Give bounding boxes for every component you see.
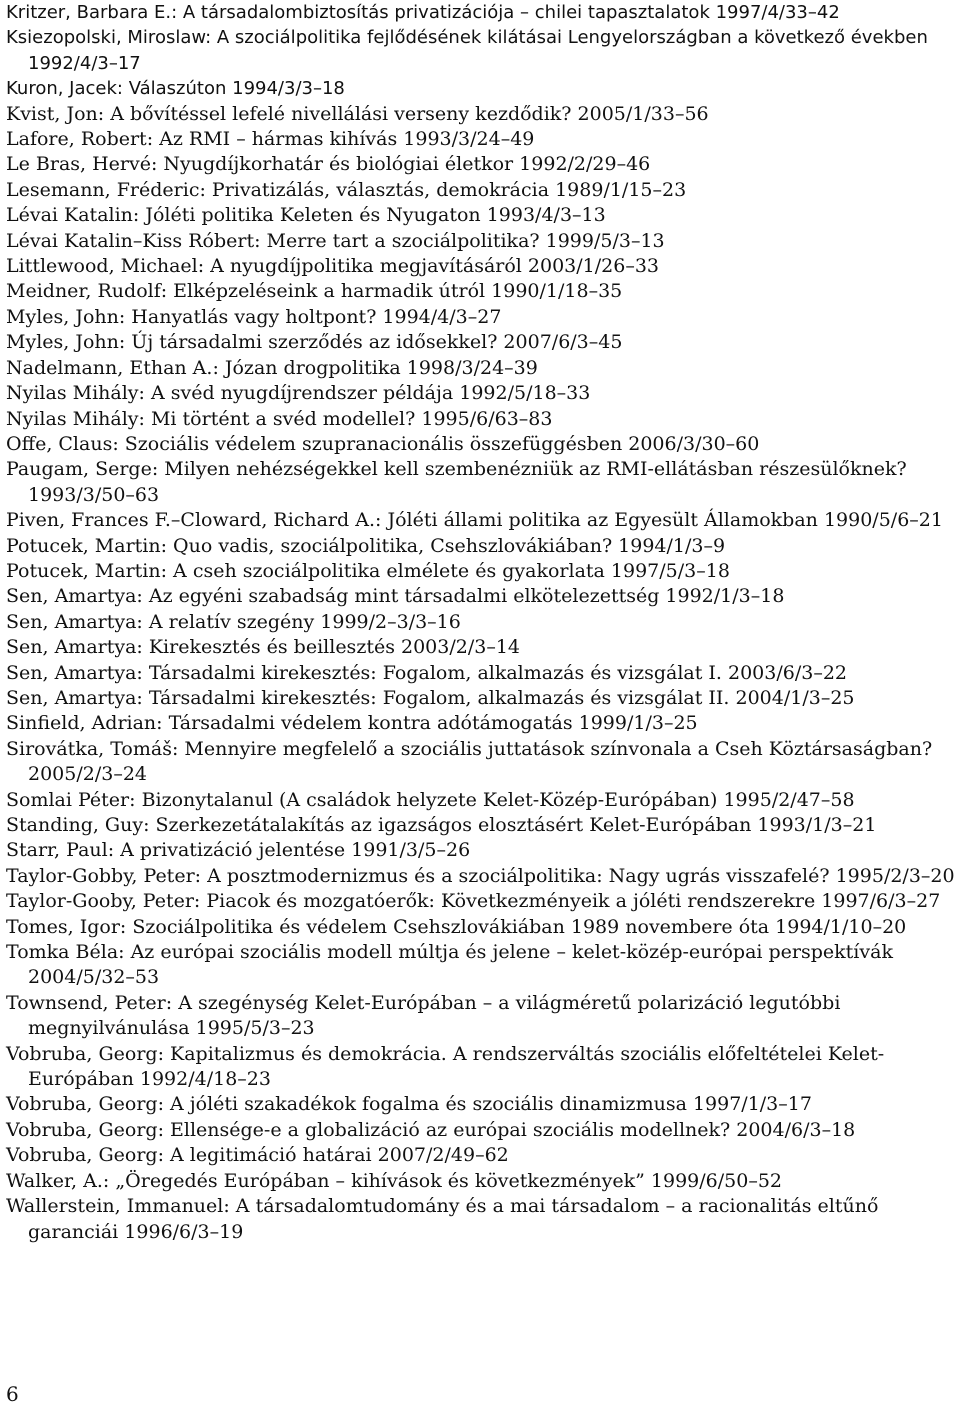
bibliography-page — [6, 0, 956, 1245]
bibliography-entry: Tomes, Igor: Szociálpolitika és védelem Csehszlovákiában 1989 novembere óta 1994/1/10–20 — [6, 915, 907, 938]
bibliography-entry: Walker, A.: „Öregedés Európában – kihívások és következmények” 1999/6/50–52 — [6, 1169, 783, 1192]
bibliography-entry: Lafore, Robert: Az RMI – hármas kihívás 1993/3/24–49 — [6, 128, 535, 151]
bibliography-entry: Offe, Claus: Szociális védelem szupranacionális összefüggésben 2006/3/30–60 — [6, 432, 760, 455]
bibliography-entry: Meidner, Rudolf: Elképzeléseink a harmadik útról 1990/1/18–35 — [6, 280, 623, 303]
bibliography-entry: Vobruba, Georg: A legitimáció határai 2007/2/49–62 — [6, 1144, 509, 1167]
bibliography-entry: Wallerstein, Immanuel: A társadalomtudomány és a mai társadalom – a racionalitás eltűnő garanciái 1996/6/3–19 — [6, 1195, 879, 1243]
bibliography-entry: Nadelmann, Ethan A.: Józan drogpolitika 1998/3/24–39 — [6, 356, 538, 379]
bibliography-entry: Lévai Katalin: Jóléti politika Keleten és Nyugaton 1993/4/3–13 — [6, 204, 606, 227]
bibliography-entry: Vobruba, Georg: Kapitalizmus és demokrácia. A rendszerváltás szociális előfeltételei Kelet-Európában 1992/4/18–23 — [6, 1042, 885, 1091]
bibliography-entry: Ksiezopolski, Miroslaw: A szociálpolitika fejlődésének kilátásai Lengyelországban a következő években 1992/4/3–17 — [6, 27, 928, 74]
bibliography-entry: Potucek, Martin: Quo vadis, szociálpolitika, Csehszlovákiában? 1994/1/3–9 — [6, 534, 726, 557]
bibliography-entry: Taylor-Gobby, Peter: A posztmodernizmus és a szociálpolitika: Nagy ugrás visszafelé? 1995/2/3–20 — [6, 864, 955, 887]
bibliography-list — [6, 0, 956, 1245]
bibliography-entry: Sirovátka, Tomáš: Mennyire megfelelő a szociális juttatások színvonala a Cseh Köztársaságban? 2005/2/3–24 — [6, 737, 933, 786]
bibliography-entry: Standing, Guy: Szerkezetátalakítás az igazságos elosztásért Kelet-Európában 1993/1/3–21 — [6, 814, 877, 836]
bibliography-entry: Piven, Frances F.–Cloward, Richard A.: Jóléti állami politika az Egyesült Államokban 1990/5/6–21 — [6, 509, 943, 532]
page-number: 6 — [6, 1382, 19, 1406]
bibliography-entry: Sinfield, Adrian: Társadalmi védelem kontra adótámogatás 1999/1/3–25 — [6, 712, 698, 735]
bibliography-entry: Kvist, Jon: A bővítéssel lefelé nivellálási verseny kezdődik? 2005/1/33–56 — [6, 102, 709, 125]
bibliography-entry: Taylor-Gooby, Peter: Piacok és mozgatóerők: Következményeik a jóléti rendszerekre 1997/6/3–27 — [6, 890, 941, 913]
bibliography-entry: Vobruba, Georg: Ellensége-e a globalizáció az európai szociális modellnek? 2004/6/3–18 — [6, 1118, 856, 1141]
bibliography-entry: Potucek, Martin: A cseh szociálpolitika elmélete és gyakorlata 1997/5/3–18 — [6, 559, 730, 582]
bibliography-entry: Tomka Béla: Az európai szociális modell múltja és jelene – kelet-közép-európai perspektívák 2004/5/32–53 — [6, 941, 893, 989]
bibliography-entry: Kuron, Jacek: Válaszúton 1994/3/3–18 — [6, 78, 345, 100]
bibliography-entry: Sen, Amartya: Társadalmi kirekesztés: Fogalom, alkalmazás és vizsgálat II. 2004/1/3–25 — [6, 686, 855, 709]
bibliography-entry: Lesemann, Fréderic: Privatizálás, választás, demokrácia 1989/1/15–23 — [6, 178, 687, 201]
bibliography-entry: Nyilas Mihály: A svéd nyugdíjrendszer példája 1992/5/18–33 — [6, 382, 591, 405]
bibliography-entry: Myles, John: Hanyatlás vagy holtpont? 1994/4/3–27 — [6, 305, 502, 328]
bibliography-entry: Townsend, Peter: A szegénység Kelet-Európában – a világméretű polarizáció legutóbbi megnyilvánulása 1995/5/3–23 — [6, 991, 841, 1040]
bibliography-entry: Sen, Amartya: Kirekesztés és beillesztés 2003/2/3–14 — [6, 636, 521, 659]
bibliography-entry: Starr, Paul: A privatizáció jelentése 1991/3/5–26 — [6, 839, 471, 862]
bibliography-entry: Sen, Amartya: A relatív szegény 1999/2–3/3–16 — [6, 610, 461, 633]
bibliography-entry: Somlai Péter: Bizonytalanul (A családok helyzete Kelet-Közép-Európában) 1995/2/47–58 — [6, 788, 855, 811]
bibliography-entry: Nyilas Mihály: Mi történt a svéd modellel? 1995/6/63–83 — [6, 407, 553, 430]
bibliography-entry: Vobruba, Georg: A jóléti szakadékok fogalma és szociális dinamizmusa 1997/1/3–17 — [6, 1093, 812, 1116]
bibliography-entry: Sen, Amartya: Az egyéni szabadság mint társadalmi elkötelezettség 1992/1/3–18 — [6, 585, 785, 608]
bibliography-entry: Paugam, Serge: Milyen nehézségekkel kell szembenézniük az RMI-ellátásban részesülőknek? 1993/3/50–63 — [6, 458, 907, 506]
bibliography-entry: Littlewood, Michael: A nyugdíjpolitika megjavításáról 2003/1/26–33 — [6, 255, 660, 278]
bibliography-entry: Le Bras, Hervé: Nyugdíjkorhatár és biológiai életkor 1992/2/29–46 — [6, 153, 651, 176]
bibliography-entry: Sen, Amartya: Társadalmi kirekesztés: Fogalom, alkalmazás és vizsgálat I. 2003/6/3–22 — [6, 661, 848, 684]
bibliography-entry: Lévai Katalin–Kiss Róbert: Merre tart a szociálpolitika? 1999/5/3–13 — [6, 229, 665, 252]
bibliography-entry: Kritzer, Barbara E.: A társadalombiztosítás privatizációja – chilei tapasztalatok 1997/4/33–42 — [6, 2, 840, 23]
bibliography-entry: Myles, John: Új társadalmi szerződés az idősekkel? 2007/6/3–45 — [6, 331, 623, 354]
